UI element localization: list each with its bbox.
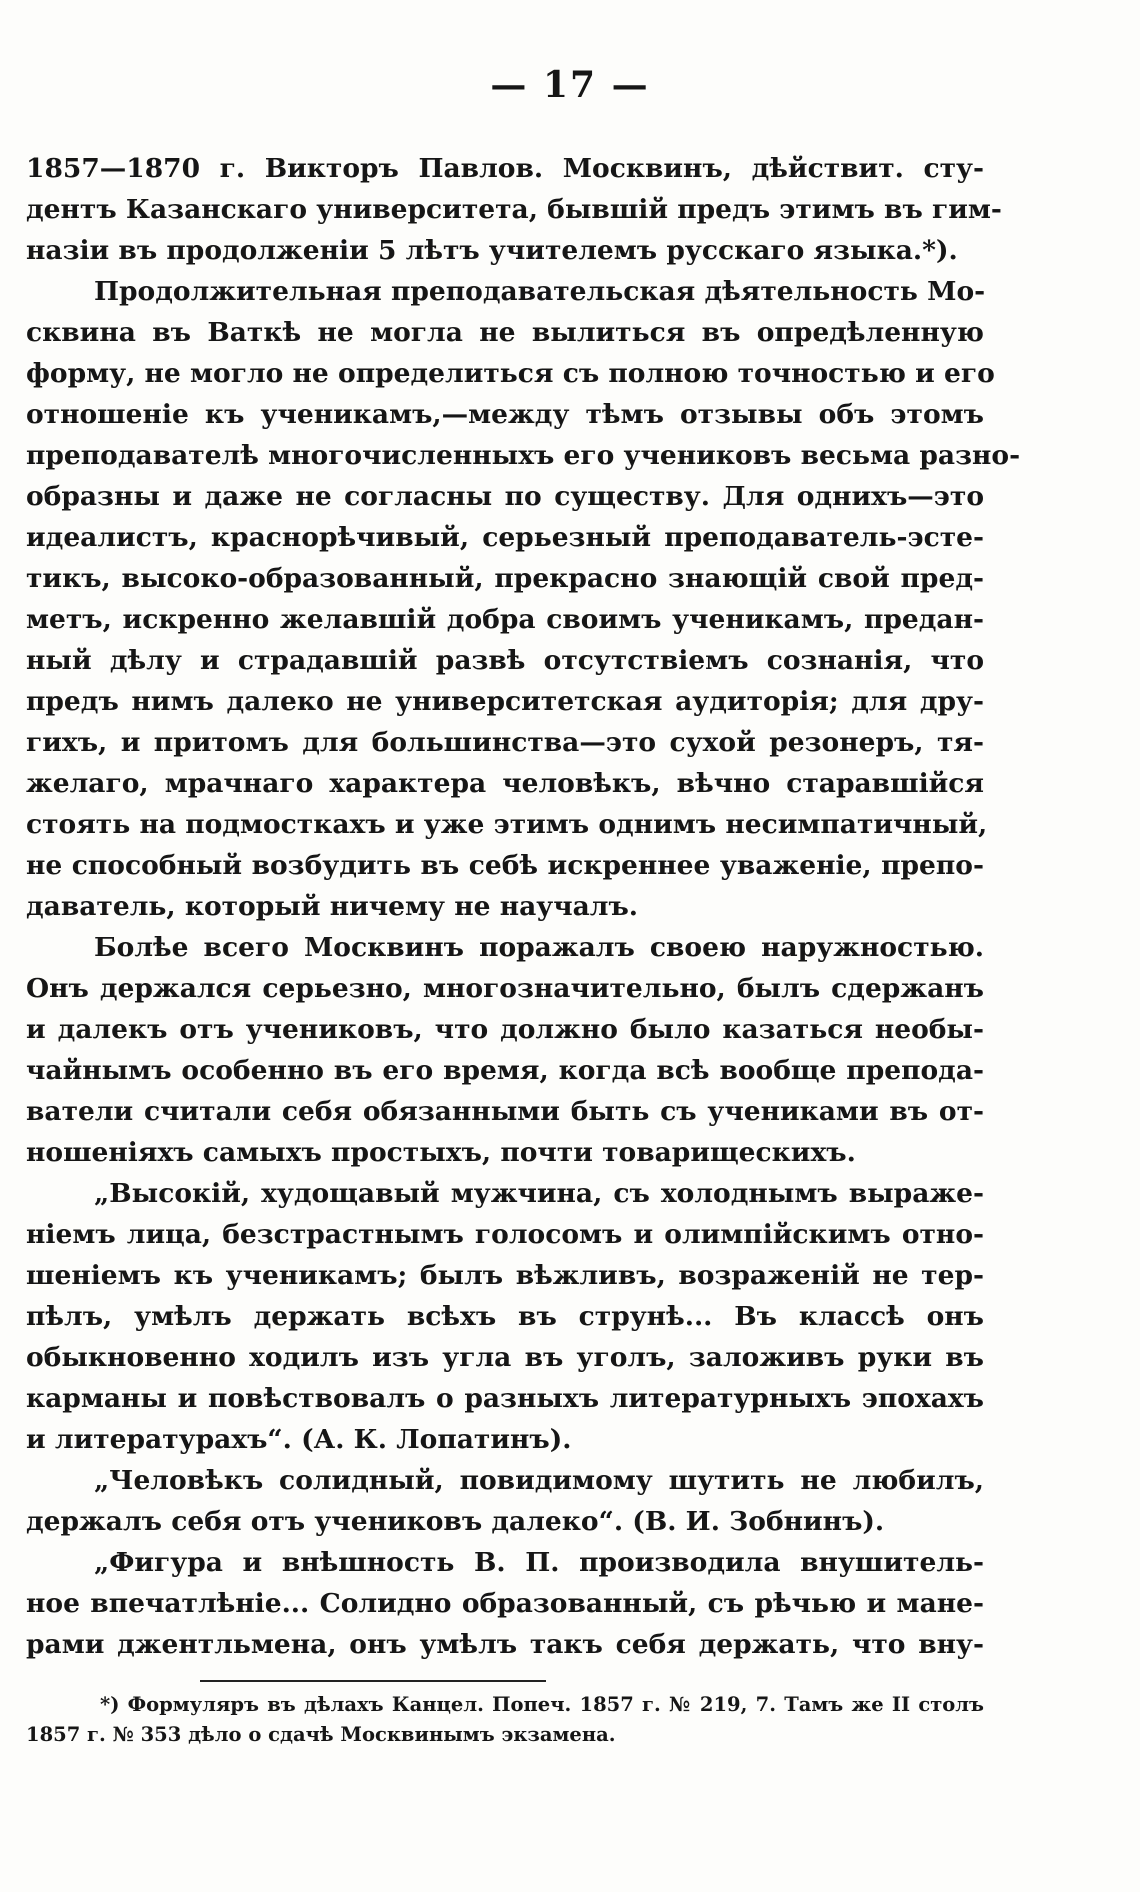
text-line: отношеніе къ ученикамъ,—между тѣмъ отзывы объ этомъ [26, 399, 984, 430]
text-line: „Высокій, худощавый мужчина, съ холоднымъ выраже- [94, 1178, 984, 1209]
text-line: Онъ держался серьезно, многозначительно, былъ сдержанъ [26, 973, 984, 1004]
text-line: и далекъ отъ учениковъ, что должно было казаться необы- [26, 1014, 984, 1045]
text-line: чайнымъ особенно въ его время, когда всѣ вообще препода- [26, 1055, 984, 1086]
text-line: не способный возбудить въ себѣ искреннее уваженіе, препо- [26, 850, 984, 881]
text-line: даватель, который ничему не научалъ. [26, 891, 639, 922]
text-line: 1857—1870 г. Викторъ Павлов. Москвинъ, дѣйствит. сту- [26, 153, 984, 184]
text-line: сквина въ Ваткѣ не могла не вылиться въ опредѣленную [26, 317, 984, 348]
text-line: обыкновенно ходилъ изъ угла въ уголъ, заложивъ руки въ [26, 1342, 984, 1373]
text-line: образны и даже не согласны по существу. Для однихъ—это [26, 481, 984, 512]
text-line: Болѣе всего Москвинъ поражалъ своею наружностью. [94, 932, 984, 963]
text-line: Продолжительная преподавательская дѣятельность Мо- [94, 276, 986, 307]
text-line: ношеніяхъ самыхъ простыхъ, почти товарищескихъ. [26, 1137, 856, 1168]
text-line: тикъ, высоко-образованный, прекрасно знающій свой пред- [26, 563, 984, 594]
text-line: предъ нимъ далеко не университетская аудиторія; для дру- [26, 686, 984, 717]
text-line: рами джентльмена, онъ умѣлъ такъ себя держать, что вну- [26, 1629, 984, 1660]
text-line: шеніемъ къ ученикамъ; былъ вѣжливъ, возраженій не тер- [26, 1260, 984, 1291]
text-line: и литературахъ“. (А. К. Лопатинъ). [26, 1424, 572, 1455]
footnote [26, 1690, 984, 1750]
main-text [26, 148, 1021, 1665]
text-line: форму, не могло не определиться съ полною точностью и его [26, 358, 995, 389]
text-line: ніемъ лица, безстрастнымъ голосомъ и олимпійскимъ отно- [26, 1219, 984, 1250]
text-line: ный дѣлу и страдавшій развѣ отсутствіемъ сознанія, что [26, 645, 984, 676]
text-line: „Фигура и внѣшность В. П. производила внушитель- [94, 1547, 984, 1578]
text-line: держалъ себя отъ учениковъ далеко“. (В. И. Зобнинъ). [26, 1506, 885, 1537]
text-line: преподавателѣ многочисленныхъ его учениковъ весьма разно- [26, 440, 1021, 471]
text-line: „Человѣкъ солидный, повидимому шутить не любилъ, [94, 1465, 984, 1496]
text-line: пѣлъ, умѣлъ держать всѣхъ въ струнѣ... Въ классѣ онъ [26, 1301, 984, 1332]
text-line: карманы и повѣствовалъ о разныхъ литературныхъ эпохахъ [26, 1383, 984, 1414]
text-line: ватели считали себя обязанными быть съ учениками въ от- [26, 1096, 984, 1127]
text-line: назіи въ продолженіи 5 лѣтъ учителемъ русскаго языка.*). [26, 235, 958, 266]
footnote-divider [200, 1680, 546, 1682]
text-line: гихъ, и притомъ для большинства—это сухой резонеръ, тя- [26, 727, 984, 758]
footnote-line: *) Формуляръ въ дѣлахъ Канцел. Попеч. 1857 г. № 219, 7. Тамъ же II столъ [100, 1693, 984, 1716]
page-number: — 17 — [490, 64, 650, 106]
text-line: идеалистъ, краснорѣчивый, серьезный преподаватель-эсте- [26, 522, 984, 553]
text-line: дентъ Казанскаго университета, бывшій предъ этимъ въ гим- [26, 194, 1002, 225]
text-line: ное впечатлѣніе... Солидно образованный, съ рѣчью и мане- [26, 1588, 984, 1619]
footnote-line: 1857 г. № 353 дѣло о сдачѣ Москвинымъ экзамена. [26, 1723, 616, 1746]
text-line: метъ, искренно желавшій добра своимъ ученикамъ, предан- [26, 604, 984, 635]
text-line: желаго, мрачнаго характера человѣкъ, вѣчно старавшійся [26, 768, 984, 799]
text-line: стоять на подмосткахъ и уже этимъ однимъ несимпатичный, [26, 809, 988, 840]
